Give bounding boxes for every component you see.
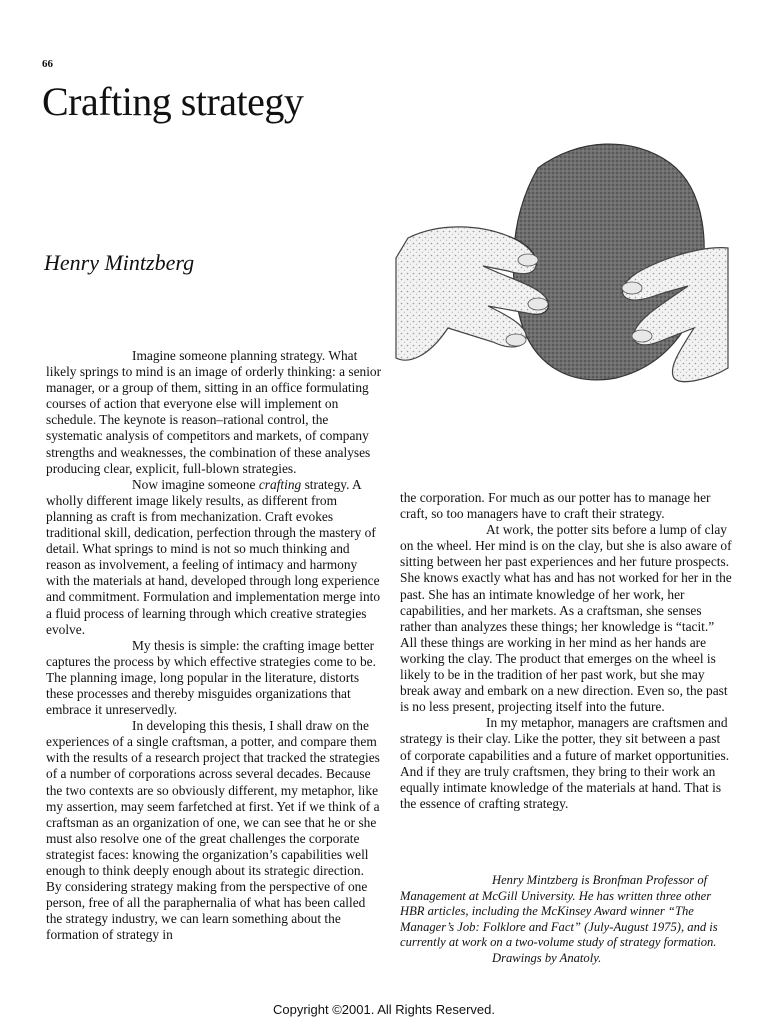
crafting-emphasis: crafting (258, 476, 302, 492)
body-right-column (400, 490, 732, 812)
author-bio (400, 873, 732, 967)
article-title: Crafting strategy (42, 79, 304, 124)
body-left-column (46, 348, 382, 943)
paragraph: In my metaphor, managers are craftsmen and strategy is their clay. Like the potter, they sit between a past of corporate capabilities and a future of market opportunities. And if they are truly craftsmen, they bring to their work an equally intimate knowledge of the materials at hand. That is the essence of crafting strategy. (400, 715, 730, 811)
paragraph: Imagine someone planning strategy. What likely springs to mind is an image of orderly thinking: a senior manager, or a group of them, sitting in an office formulating courses of action that everyone else will implement on schedule. The keynote is reason–rational control, the systematic analysis of competitors and markets, of company strengths and weaknesses, the combination of these analyses producing clear, explicit, full-blown strategies. (46, 348, 382, 476)
paragraph: the corporation. For much as our potter has to manage her craft, so too managers have to craft their strategy. (400, 490, 711, 522)
paragraph: At work, the potter sits before a lump of clay on the wheel. Her mind is on the clay, but she is also aware of sitting between her past experiences and her future prospects. She knows exactly what has and has not worked for her in the past. She has an intimate knowledge of her work, her capabilities, and her markets. As a craftsman, she senses rather than analyzes these things; her knowledge is “tacit.” All these things are working in her mind as her hands are working the clay. The product that emerges on the wheel is likely to be in the tradition of her past work, but she may break away and embark on a new direction. Even so, the past is no less present, projecting itself into the future. (400, 522, 732, 715)
drawings-credit: Drawings by Anatoly. (492, 950, 602, 965)
paragraph-rest: strategy. A wholly different image likely results, as different from planning as craft is from mechanization. Craft evokes traditional skill, dedication, perfection through the mastery of detail. What springs to mind is not so much thinking and reason as involvement, a feeling of intimacy and harmony with the materials at hand, developed through long experience and commitment. Formulation and implementation merge into a fluid process of learning through which creative strategies evolve. (46, 476, 381, 637)
page-number: 66 (42, 58, 53, 70)
paragraph: In developing this thesis, I shall draw on the experiences of a single craftsman, a potter, and compare them with the results of a research project that tracked the strategies of a number of corporations across several decades. Because the two contexts are so obviously different, my metaphor, like my assertion, may seem farfetched at first. Yet if we think of a craftsman as an organization of one, we can see that he or she must also resolve one of the great challenges the corporate strategist faces: knowing the organization’s capabilities well enough to think deeply enough about its strategic direction. By considering strategy making from the perspective of one person, free of all the paraphernalia of what has been called the strategy industry, we can learn something about the formation of strategy in (46, 718, 380, 943)
paragraph (46, 477, 382, 638)
author-name: Henry Mintzberg (44, 250, 195, 275)
paragraph-lead: Now imagine someone (132, 476, 259, 492)
copyright-footer: Copyright ©2001. All Rights Reserved. (272, 1002, 496, 1017)
author-bio-text: Henry Mintzberg is Bronfman Professor of Management at McGill University. He has written three other HBR articles, including the McKinsey Award winner “The Manager’s Job: Folklore and Fact” (July-August 1975), and is currently at work on a two-volume study of strategy formation. (400, 873, 718, 950)
paragraph: My thesis is simple: the crafting image better captures the process by which effective strategies come to be. The planning image, long popular in the literature, distorts these processes and thereby misguides organizations that embrace it unreservedly. (46, 637, 376, 718)
hands-holding-clay-illustration (388, 128, 732, 404)
